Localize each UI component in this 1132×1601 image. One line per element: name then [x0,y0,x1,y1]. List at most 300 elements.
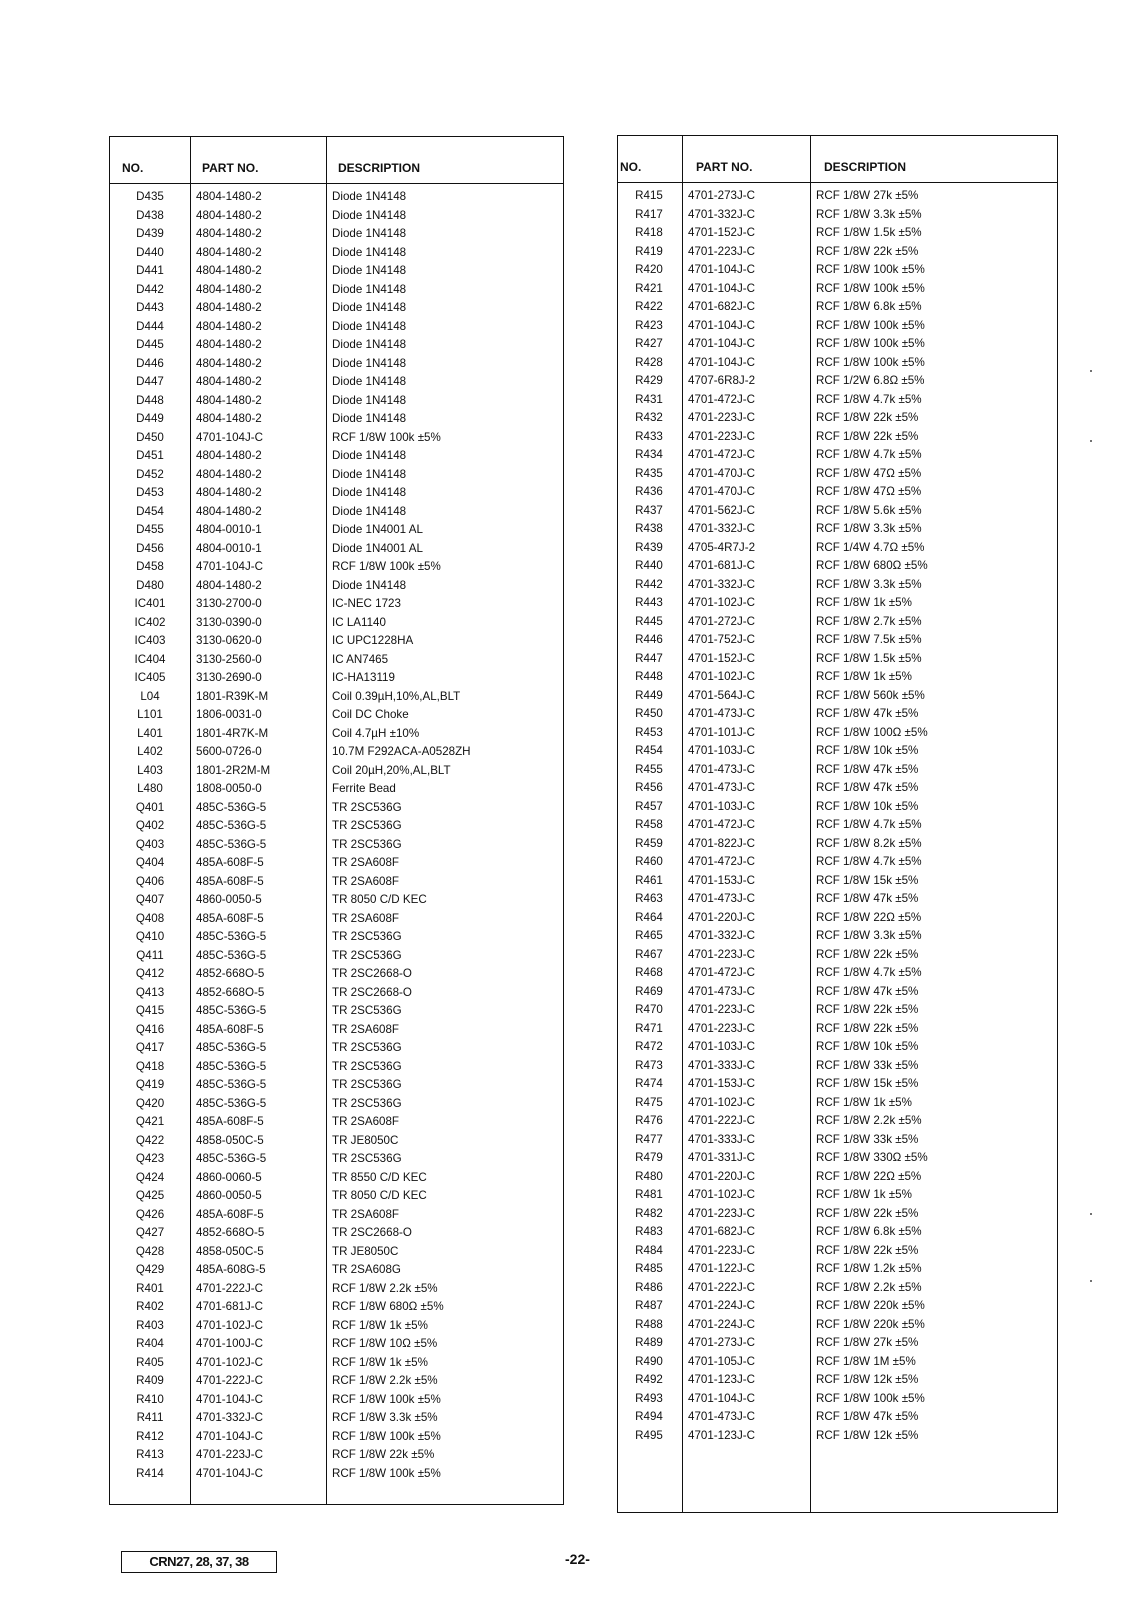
part-description: RCF 1/8W 2.2k ±5% [816,1280,922,1294]
table-row [618,446,1057,465]
table-row [110,558,563,577]
part-number: 4701-473J-C [688,1410,756,1423]
table-row [618,1168,1057,1187]
part-number: 4701-223J-C [688,411,756,424]
part-ref-no: IC405 [134,671,166,684]
table-row [110,947,563,966]
part-number: 485C-536G-5 [196,1059,267,1073]
part-description: TR 8550 C/D KEC [332,1170,427,1184]
part-description: RCF 1/8W 1.2k ±5% [816,1262,922,1275]
table-row [618,983,1057,1002]
part-ref-no: R423 [635,318,663,332]
part-ref-no: D453 [136,486,164,499]
part-number: 4701-104J-C [196,430,264,444]
table-row [618,224,1057,243]
part-ref-no: R429 [635,374,663,387]
part-description: RCF 1/8W 47Ω ±5% [816,485,922,498]
table-row [110,1113,563,1132]
part-description: IC LA1140 [332,615,386,629]
part-description: RCF 1/8W 100k ±5% [816,1391,925,1405]
part-description: Diode 1N4148 [332,486,407,499]
part-ref-no: Q423 [135,1152,165,1165]
part-description: IC-HA13119 [332,671,395,684]
part-ref-no: D439 [136,227,164,240]
table-row [618,1149,1057,1168]
table-row [110,392,563,411]
table-row [110,1224,563,1243]
table-row [618,539,1057,558]
part-description: IC-NEC 1723 [332,597,401,610]
part-ref-no: Q419 [135,1078,165,1091]
part-ref-no: IC401 [134,597,166,610]
part-description: TR 2SA608F [332,1022,400,1036]
part-description: RCF 1/8W 15k ±5% [816,873,919,887]
part-ref-no: R475 [635,1095,663,1109]
table-row [110,244,563,263]
part-ref-no: R440 [635,559,663,572]
part-ref-no: R442 [635,577,663,591]
part-ref-no: L401 [137,726,163,740]
part-description: TR 2SC2668-O [332,1226,412,1239]
part-description: RCF 1/2W 6.8Ω ±5% [816,374,925,387]
part-ref-no: R482 [635,1206,663,1220]
part-ref-no: R418 [635,226,663,239]
part-number: 4701-472J-C [688,448,756,461]
table-row [618,1057,1057,1076]
part-number: 4701-104J-C [196,1429,264,1443]
part-description: RCF 1/8W 560k ±5% [816,688,925,702]
part-number: 4701-123J-C [688,1428,756,1442]
part-ref-no: D443 [136,301,164,314]
part-ref-no: Q410 [135,930,165,943]
part-ref-no: Q407 [135,893,165,906]
part-number: 4852-668O-5 [196,967,265,980]
part-ref-no: R434 [635,448,663,461]
part-ref-no: D446 [136,356,164,370]
part-description: RCF 1/8W 22Ω ±5% [816,910,922,924]
part-description: RCF 1/8W 4.7k ±5% [816,966,922,979]
table-row [110,503,563,522]
part-ref-no: R409 [136,1374,164,1387]
part-number: 4701-100J-C [196,1337,264,1350]
part-description: RCF 1/8W 22k ±5% [816,1003,919,1016]
part-ref-no: R477 [635,1132,663,1146]
part-number: 4701-472J-C [688,818,756,831]
part-description: TR 8050 C/D KEC [332,893,427,906]
part-number: 485A-608F-5 [196,1022,264,1036]
table-row [110,1021,563,1040]
part-number: 4804-1480-2 [196,504,262,518]
table-body [110,184,563,1483]
part-description: Coil 0.39µH,10%,AL,BLT [332,689,461,703]
table-row [110,1428,563,1447]
part-description: RCF 1/8W 100k ±5% [816,355,925,369]
part-number: 485A-608F-5 [196,911,264,925]
table-row [110,1335,563,1354]
part-ref-no: R413 [136,1448,164,1461]
part-number: 4701-104J-C [688,337,756,350]
table-row [618,872,1057,891]
table-row [110,1150,563,1169]
part-number: 4701-273J-C [688,189,756,202]
part-number: 4701-104J-C [688,263,756,276]
part-ref-no: Q417 [135,1041,165,1054]
table-row [110,854,563,873]
part-ref-no: R421 [635,281,663,295]
table-row [110,1187,563,1206]
part-ref-no: D458 [136,560,164,573]
part-ref-no: R445 [635,614,663,628]
table-row [618,835,1057,854]
part-ref-no: R481 [635,1188,663,1201]
part-ref-no: R436 [635,485,663,498]
part-description: RCF 1/8W 10k ±5% [816,1040,919,1053]
part-ref-no: Q406 [135,874,165,888]
table-row [110,965,563,984]
part-number: 4701-104J-C [688,318,756,332]
part-ref-no: R438 [635,522,663,535]
part-number: 4701-122J-C [688,1262,756,1275]
part-description: TR 2SC536G [332,819,402,832]
part-description: TR 2SC536G [332,1152,402,1165]
part-number: 4804-1480-2 [196,301,262,314]
part-ref-no: R405 [136,1355,164,1369]
part-ref-no: L04 [140,689,160,703]
part-ref-no: Q401 [135,800,165,814]
part-ref-no: D442 [136,282,164,296]
part-number: 4701-822J-C [688,836,756,850]
table-row [618,1353,1057,1372]
part-number: 485C-536G-5 [196,1096,267,1110]
part-number: 1801-4R7K-M [196,726,269,740]
table-row [110,614,563,633]
table-row [618,502,1057,521]
part-number: 4804-1480-2 [196,190,262,203]
part-number: 4701-752J-C [688,633,756,646]
table-row [618,779,1057,798]
scan-speck [1090,1213,1092,1215]
part-number: 485C-536G-5 [196,819,267,832]
table-row [618,1334,1057,1353]
part-description: RCF 1/8W 47Ω ±5% [816,466,922,480]
table-body [618,183,1057,1445]
table-row [110,1409,563,1428]
table-row [618,613,1057,632]
table-row [110,873,563,892]
table-row [618,1205,1057,1224]
part-number: 4804-1480-2 [196,338,262,351]
table-row [110,1132,563,1151]
part-number: 485A-608F-5 [196,856,264,869]
table-header [618,136,1057,183]
part-ref-no: R411 [136,1411,164,1424]
part-number: 4701-222J-C [688,1114,756,1127]
part-description: RCF 1/8W 22k ±5% [816,1021,919,1035]
part-description: RCF 1/4W 4.7Ω ±5% [816,540,925,554]
part-ref-no: R422 [635,300,663,313]
part-number: 4701-104J-C [196,560,264,573]
header-no: NO. [620,160,642,174]
table-row [618,909,1057,928]
part-number: 4804-1480-2 [196,467,262,481]
part-ref-no: Q403 [135,837,165,851]
part-ref-no: D448 [136,393,164,407]
part-number: 485A-608F-5 [196,874,264,888]
table-row [618,853,1057,872]
part-description: RCF 1/8W 100k ±5% [816,281,925,295]
part-description: RCF 1/8W 2.7k ±5% [816,614,922,628]
part-ref-no: R469 [635,984,663,998]
part-number: 4701-153J-C [688,1077,756,1090]
table-row [618,1001,1057,1020]
part-number: 4701-470J-C [688,466,756,480]
part-number: 4701-472J-C [688,966,756,979]
table-row [110,355,563,374]
part-number: 4701-223J-C [688,1243,756,1257]
part-number: 4701-103J-C [688,1040,756,1053]
table-row [618,927,1057,946]
table-row [618,298,1057,317]
part-ref-no: Q426 [135,1207,165,1221]
table-row [618,1390,1057,1409]
part-ref-no: L403 [137,763,163,777]
part-ref-no: Q413 [135,985,165,999]
part-description: Coil 20µH,20%,AL,BLT [332,763,451,777]
part-number: 4701-473J-C [688,984,756,998]
part-ref-no: IC404 [134,652,166,666]
part-description: RCF 1/8W 3.3k ±5% [816,522,922,535]
part-description: RCF 1/8W 100Ω ±5% [816,725,928,739]
part-number: 4701-102J-C [688,1188,756,1201]
part-number: 4701-104J-C [196,1392,264,1406]
part-ref-no: R489 [635,1336,663,1349]
part-description: TR 2SC536G [332,1096,402,1110]
part-number: 4701-681J-C [196,1300,264,1313]
part-number: 4701-332J-C [688,577,756,591]
part-description: RCF 1/8W 100k ±5% [816,337,925,350]
part-number: 4701-103J-C [688,799,756,813]
part-description: RCF 1/8W 4.7k ±5% [816,448,922,461]
table-row [110,466,563,485]
table-row [110,262,563,281]
part-ref-no: R490 [635,1354,663,1368]
part-description: TR 2SC2668-O [332,985,412,999]
part-number: 4701-332J-C [688,522,756,535]
part-number: 4804-1480-2 [196,375,262,388]
table-row [110,725,563,744]
part-ref-no: R450 [635,707,663,720]
table-row [110,799,563,818]
part-description: RCF 1/8W 100k ±5% [332,1429,441,1443]
part-number: 4804-1480-2 [196,245,262,259]
part-ref-no: Q411 [136,948,164,962]
part-description: RCF 1/8W 3.3k ±5% [816,207,922,221]
part-number: 4701-223J-C [688,1003,756,1016]
part-number: 4701-222J-C [688,1280,756,1294]
part-description: RCF 1/8W 2.2k ±5% [816,1114,922,1127]
part-ref-no: Q429 [135,1263,165,1276]
part-ref-no: R403 [136,1318,164,1332]
part-ref-no: D435 [136,190,164,203]
part-ref-no: IC403 [134,634,166,647]
table-row [618,576,1057,595]
part-number: 4701-102J-C [196,1355,264,1369]
part-ref-no: R471 [635,1021,663,1035]
part-description: Coil DC Choke [332,708,409,721]
part-ref-no: D445 [136,338,164,351]
part-description: RCF 1/8W 1k ±5% [332,1355,428,1369]
part-number: 4701-102J-C [688,596,756,609]
part-ref-no: Q404 [135,856,165,869]
table-row [618,1186,1057,1205]
part-number: 4804-1480-2 [196,449,262,462]
part-number: 4701-105J-C [688,1354,756,1368]
part-number: 3130-2690-0 [196,671,262,684]
part-description: Diode 1N4148 [332,393,407,407]
part-number: 5600-0726-0 [196,745,262,758]
part-description: RCF 1/8W 27k ±5% [816,1336,919,1349]
table-row [110,1095,563,1114]
part-description: RCF 1/8W 2.2k ±5% [332,1374,438,1387]
table-row [618,1371,1057,1390]
part-description: RCF 1/8W 4.7k ±5% [816,392,922,406]
table-row [110,1298,563,1317]
part-ref-no: L402 [137,745,163,758]
part-description: TR 2SA608F [332,1115,400,1128]
part-description: TR 2SA608F [332,874,400,888]
table-row [618,1242,1057,1261]
part-ref-no: D444 [136,319,164,333]
part-number: 1806-0031-0 [196,708,262,721]
part-description: Diode 1N4148 [332,338,407,351]
table-row [110,595,563,614]
part-number: 4804-0010-1 [196,523,262,536]
part-ref-no: R492 [635,1373,663,1386]
part-number: 4852-668O-5 [196,1226,265,1239]
part-description: TR JE8050C [332,1133,399,1147]
table-row [110,1076,563,1095]
part-description: RCF 1/8W 6.8k ±5% [816,300,922,313]
table-row [110,669,563,688]
part-ref-no: R476 [635,1114,663,1127]
part-number: 4701-681J-C [688,559,756,572]
part-ref-no: D480 [136,578,164,592]
part-description: Diode 1N4001 AL [332,523,423,536]
part-description: TR 2SA608F [332,1207,400,1221]
part-ref-no: R419 [635,244,663,258]
part-ref-no: IC402 [134,615,166,629]
part-number: 485C-536G-5 [196,1004,267,1017]
table-row [618,317,1057,336]
part-ref-no: L480 [137,782,163,795]
part-description: TR 2SC536G [332,1059,402,1073]
part-description: RCF 1/8W 220k ±5% [816,1317,925,1331]
part-number: 4701-472J-C [688,855,756,868]
table-row [618,1297,1057,1316]
part-number: 4701-104J-C [688,355,756,369]
part-ref-no: Q412 [135,967,165,980]
part-ref-no: Q402 [135,819,165,832]
part-number: 4701-470J-C [688,485,756,498]
part-description: RCF 1/8W 15k ±5% [816,1077,919,1090]
part-description: RCF 1/8W 22k ±5% [816,1243,919,1257]
part-description: RCF 1/8W 3.3k ±5% [332,1411,438,1424]
header-description: DESCRIPTION [824,160,907,174]
table-row [110,1206,563,1225]
part-description: RCF 1/8W 10Ω ±5% [332,1337,438,1350]
part-ref-no: D454 [136,504,164,518]
part-description: TR 2SA608F [332,856,400,869]
part-number: 4705-4R7J-2 [688,540,756,554]
part-ref-no: R433 [635,429,663,443]
part-ref-no: Q424 [135,1170,165,1184]
part-description: Diode 1N4148 [332,190,407,203]
part-number: 4701-220J-C [688,910,756,924]
part-ref-no: R487 [635,1299,663,1312]
part-description: RCF 1/8W 1.5k ±5% [816,651,922,665]
part-description: RCF 1/8W 1k ±5% [816,596,912,609]
part-ref-no: Q428 [135,1244,165,1258]
part-number: 4701-104J-C [688,281,756,295]
table-row [110,318,563,337]
part-description: RCF 1/8W 22k ±5% [816,947,919,961]
part-ref-no: Q418 [135,1059,165,1073]
part-number: 3130-0390-0 [196,615,262,629]
part-ref-no: R447 [635,651,663,665]
part-description: RCF 1/8W 27k ±5% [816,189,919,202]
part-description: RCF 1/8W 22k ±5% [816,244,919,258]
table-row [110,577,563,596]
table-row [110,743,563,762]
part-number: 4701-153J-C [688,873,756,887]
table-row [110,1446,563,1465]
part-number: 4701-473J-C [688,781,756,794]
part-number: 4701-224J-C [688,1317,756,1331]
part-number: 4701-222J-C [196,1374,264,1387]
part-ref-no: D440 [136,245,164,259]
part-description: RCF 1/8W 680Ω ±5% [332,1300,444,1313]
header-description: DESCRIPTION [338,161,421,175]
part-ref-no: R485 [635,1262,663,1275]
table-row [618,798,1057,817]
part-description: RCF 1/8W 1k ±5% [816,1188,912,1201]
part-ref-no: R404 [136,1337,164,1350]
part-description: Diode 1N4148 [332,578,407,592]
part-description: RCF 1/8W 1k ±5% [816,670,912,683]
part-ref-no: R480 [635,1169,663,1183]
part-description: Diode 1N4148 [332,319,407,333]
table-row [110,891,563,910]
part-description: Diode 1N4148 [332,208,407,222]
part-number: 4701-682J-C [688,1225,756,1238]
part-description: Coil 4.7µH ±10% [332,726,420,740]
part-description: Diode 1N4148 [332,504,407,518]
part-ref-no: R468 [635,966,663,979]
part-ref-no: R459 [635,836,663,850]
part-ref-no: R486 [635,1280,663,1294]
scan-speck [1090,370,1092,372]
table-row [618,520,1057,539]
table-row [618,761,1057,780]
part-ref-no: D452 [136,467,164,481]
part-number: 3130-2560-0 [196,652,262,666]
table-row [618,1075,1057,1094]
table-row [618,1038,1057,1057]
part-ref-no: D449 [136,412,164,425]
part-number: 485A-608F-5 [196,1207,264,1221]
table-row [618,890,1057,909]
part-number: 3130-0620-0 [196,634,262,647]
